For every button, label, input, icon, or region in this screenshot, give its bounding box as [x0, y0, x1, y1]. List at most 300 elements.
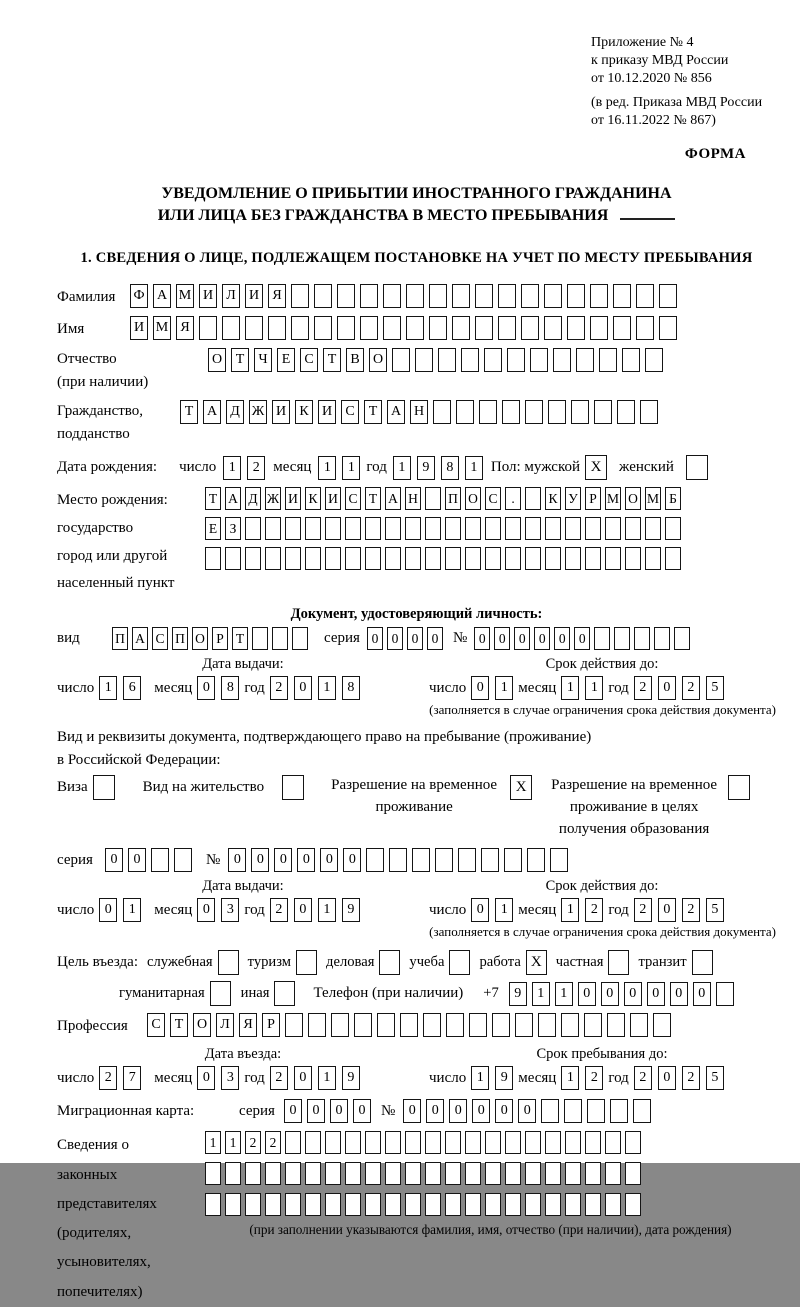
char-box[interactable]: 7: [123, 1066, 141, 1090]
char-box[interactable]: 0: [387, 627, 403, 650]
char-box[interactable]: 0: [99, 898, 117, 922]
char-box[interactable]: 2: [634, 1066, 652, 1090]
char-box[interactable]: 3: [221, 1066, 239, 1090]
char-box[interactable]: [645, 517, 661, 540]
char-box[interactable]: [435, 848, 453, 872]
char-box[interactable]: 1: [123, 898, 141, 922]
char-box[interactable]: [445, 547, 461, 570]
char-box[interactable]: [385, 1193, 401, 1216]
char-box[interactable]: [565, 547, 581, 570]
char-box[interactable]: [305, 547, 321, 570]
char-box[interactable]: [292, 627, 308, 650]
char-box[interactable]: И: [199, 284, 217, 308]
char-box[interactable]: 2: [634, 898, 652, 922]
char-box[interactable]: [377, 1013, 395, 1037]
char-box[interactable]: [665, 547, 681, 570]
char-box[interactable]: [360, 316, 378, 340]
char-box[interactable]: [465, 1162, 481, 1185]
char-box[interactable]: Ф: [130, 284, 148, 308]
char-box[interactable]: К: [295, 400, 313, 424]
char-box[interactable]: [465, 517, 481, 540]
char-box[interactable]: [205, 1193, 221, 1216]
char-box[interactable]: [545, 517, 561, 540]
char-box[interactable]: [545, 1131, 561, 1154]
char-box[interactable]: [365, 517, 381, 540]
char-box[interactable]: [498, 284, 516, 308]
char-box[interactable]: [392, 348, 410, 372]
char-box[interactable]: 8: [221, 676, 239, 700]
char-box[interactable]: З: [225, 517, 241, 540]
char-box[interactable]: [383, 316, 401, 340]
char-box[interactable]: 0: [284, 1099, 302, 1123]
char-box[interactable]: [305, 1162, 321, 1185]
char-box[interactable]: [645, 547, 661, 570]
phone-boxes[interactable]: [509, 982, 734, 1006]
char-box[interactable]: [576, 348, 594, 372]
char-box[interactable]: [564, 1099, 582, 1123]
char-box[interactable]: [366, 848, 384, 872]
char-box[interactable]: С: [300, 348, 318, 372]
char-box[interactable]: [345, 547, 361, 570]
char-box[interactable]: Ч: [254, 348, 272, 372]
char-box[interactable]: [565, 517, 581, 540]
char-box[interactable]: [507, 348, 525, 372]
char-box[interactable]: [613, 316, 631, 340]
char-box[interactable]: 0: [670, 982, 688, 1006]
char-box[interactable]: 1: [318, 456, 336, 480]
char-box[interactable]: 1: [393, 456, 411, 480]
char-box[interactable]: 2: [247, 456, 265, 480]
char-box[interactable]: 8: [342, 676, 360, 700]
char-box[interactable]: 0: [578, 982, 596, 1006]
char-box[interactable]: Л: [216, 1013, 234, 1037]
char-box[interactable]: [222, 316, 240, 340]
char-box[interactable]: 0: [624, 982, 642, 1006]
char-box[interactable]: Т: [231, 348, 249, 372]
char-box[interactable]: [406, 316, 424, 340]
char-box[interactable]: [245, 517, 261, 540]
char-box[interactable]: [645, 348, 663, 372]
char-box[interactable]: [630, 1013, 648, 1037]
char-box[interactable]: О: [465, 487, 481, 510]
char-box[interactable]: [365, 1193, 381, 1216]
char-box[interactable]: [550, 848, 568, 872]
char-box[interactable]: [314, 316, 332, 340]
char-box[interactable]: 0: [554, 627, 570, 650]
char-box[interactable]: 1: [318, 676, 336, 700]
char-box[interactable]: Ж: [265, 487, 281, 510]
char-box[interactable]: Т: [365, 487, 381, 510]
checkbox-private[interactable]: [608, 950, 629, 975]
char-box[interactable]: [331, 1013, 349, 1037]
char-box[interactable]: [665, 517, 681, 540]
char-box[interactable]: [245, 1193, 261, 1216]
char-box[interactable]: [599, 348, 617, 372]
char-box[interactable]: [485, 547, 501, 570]
char-box[interactable]: [525, 517, 541, 540]
char-box[interactable]: [605, 517, 621, 540]
char-box[interactable]: А: [387, 400, 405, 424]
char-box[interactable]: 2: [682, 1066, 700, 1090]
char-box[interactable]: [525, 400, 543, 424]
char-box[interactable]: 0: [197, 676, 215, 700]
char-box[interactable]: [585, 1162, 601, 1185]
char-box[interactable]: [151, 848, 169, 872]
char-box[interactable]: [614, 627, 630, 650]
char-box[interactable]: [385, 1162, 401, 1185]
char-box[interactable]: 0: [353, 1099, 371, 1123]
char-box[interactable]: [544, 284, 562, 308]
char-box[interactable]: [433, 400, 451, 424]
char-box[interactable]: [305, 1193, 321, 1216]
char-box[interactable]: 0: [320, 848, 338, 872]
char-box[interactable]: 2: [270, 898, 288, 922]
char-box[interactable]: [565, 1193, 581, 1216]
char-box[interactable]: [622, 348, 640, 372]
char-box[interactable]: [305, 517, 321, 540]
char-box[interactable]: [365, 1162, 381, 1185]
char-box[interactable]: [285, 547, 301, 570]
char-box[interactable]: А: [153, 284, 171, 308]
char-box[interactable]: 5: [706, 1066, 724, 1090]
char-box[interactable]: [445, 1162, 461, 1185]
char-box[interactable]: 0: [307, 1099, 325, 1123]
char-box[interactable]: 1: [99, 676, 117, 700]
char-box[interactable]: [515, 1013, 533, 1037]
char-box[interactable]: [505, 547, 521, 570]
char-box[interactable]: Б: [665, 487, 681, 510]
char-box[interactable]: 0: [403, 1099, 421, 1123]
char-box[interactable]: 0: [197, 1066, 215, 1090]
char-box[interactable]: С: [152, 627, 168, 650]
char-box[interactable]: [567, 284, 585, 308]
char-box[interactable]: [285, 1193, 301, 1216]
char-box[interactable]: [505, 1162, 521, 1185]
char-box[interactable]: М: [176, 284, 194, 308]
char-box[interactable]: 6: [123, 676, 141, 700]
char-box[interactable]: 1: [318, 1066, 336, 1090]
char-box[interactable]: 0: [647, 982, 665, 1006]
char-box[interactable]: А: [385, 487, 401, 510]
char-box[interactable]: .: [505, 487, 521, 510]
char-box[interactable]: [272, 627, 288, 650]
char-box[interactable]: 1: [225, 1131, 241, 1154]
char-box[interactable]: 0: [367, 627, 383, 650]
char-box[interactable]: [465, 547, 481, 570]
char-box[interactable]: [389, 848, 407, 872]
char-box[interactable]: 0: [658, 1066, 676, 1090]
char-box[interactable]: М: [153, 316, 171, 340]
char-box[interactable]: [502, 400, 520, 424]
char-box[interactable]: 0: [105, 848, 123, 872]
char-box[interactable]: И: [285, 487, 301, 510]
char-box[interactable]: 1: [585, 676, 603, 700]
char-box[interactable]: Т: [170, 1013, 188, 1037]
char-box[interactable]: [285, 1013, 303, 1037]
char-box[interactable]: А: [225, 487, 241, 510]
char-box[interactable]: 2: [99, 1066, 117, 1090]
char-box[interactable]: 2: [270, 676, 288, 700]
char-box[interactable]: А: [203, 400, 221, 424]
char-box[interactable]: И: [272, 400, 290, 424]
char-box[interactable]: [465, 1193, 481, 1216]
char-box[interactable]: С: [345, 487, 361, 510]
checkbox-transit[interactable]: [692, 950, 713, 975]
char-box[interactable]: Т: [323, 348, 341, 372]
char-box[interactable]: 2: [682, 676, 700, 700]
char-box[interactable]: [521, 316, 539, 340]
char-box[interactable]: 3: [221, 898, 239, 922]
char-box[interactable]: О: [625, 487, 641, 510]
char-box[interactable]: [485, 1162, 501, 1185]
char-box[interactable]: [625, 1193, 641, 1216]
char-box[interactable]: [527, 848, 545, 872]
checkbox-tourism[interactable]: [296, 950, 317, 975]
char-box[interactable]: [634, 627, 650, 650]
char-box[interactable]: У: [565, 487, 581, 510]
char-box[interactable]: 0: [274, 848, 292, 872]
char-box[interactable]: [425, 547, 441, 570]
char-box[interactable]: [625, 1131, 641, 1154]
char-box[interactable]: [461, 348, 479, 372]
char-box[interactable]: [325, 1162, 341, 1185]
char-box[interactable]: О: [192, 627, 208, 650]
char-box[interactable]: М: [645, 487, 661, 510]
char-box[interactable]: Н: [405, 487, 421, 510]
char-box[interactable]: 8: [441, 456, 459, 480]
checkbox-official[interactable]: [218, 950, 239, 975]
char-box[interactable]: [406, 284, 424, 308]
char-box[interactable]: 9: [342, 1066, 360, 1090]
char-box[interactable]: [225, 1162, 241, 1185]
char-box[interactable]: [585, 1131, 601, 1154]
char-box[interactable]: [452, 284, 470, 308]
char-box[interactable]: [716, 982, 734, 1006]
char-box[interactable]: [205, 547, 221, 570]
char-box[interactable]: [174, 848, 192, 872]
char-box[interactable]: [545, 1162, 561, 1185]
char-box[interactable]: 0: [574, 627, 590, 650]
char-box[interactable]: 0: [294, 898, 312, 922]
char-box[interactable]: 1: [555, 982, 573, 1006]
char-box[interactable]: П: [112, 627, 128, 650]
char-box[interactable]: 0: [294, 1066, 312, 1090]
checkbox-humanitarian[interactable]: [210, 981, 231, 1006]
char-box[interactable]: [245, 316, 263, 340]
char-box[interactable]: 9: [417, 456, 435, 480]
char-box[interactable]: 0: [449, 1099, 467, 1123]
char-box[interactable]: [475, 316, 493, 340]
char-box[interactable]: 0: [294, 676, 312, 700]
char-box[interactable]: [345, 517, 361, 540]
char-box[interactable]: [590, 316, 608, 340]
char-box[interactable]: [325, 1131, 341, 1154]
char-box[interactable]: [585, 547, 601, 570]
char-box[interactable]: [345, 1162, 361, 1185]
char-box[interactable]: Т: [232, 627, 248, 650]
char-box[interactable]: 0: [601, 982, 619, 1006]
char-box[interactable]: [584, 1013, 602, 1037]
checkbox-work[interactable]: X: [526, 950, 547, 975]
char-box[interactable]: М: [605, 487, 621, 510]
char-box[interactable]: [636, 316, 654, 340]
char-box[interactable]: [423, 1013, 441, 1037]
char-box[interactable]: [479, 400, 497, 424]
char-box[interactable]: [541, 1099, 559, 1123]
char-box[interactable]: [544, 316, 562, 340]
char-box[interactable]: [385, 1131, 401, 1154]
char-box[interactable]: [525, 487, 541, 510]
char-box[interactable]: [481, 848, 499, 872]
char-box[interactable]: [545, 547, 561, 570]
char-box[interactable]: [429, 284, 447, 308]
char-box[interactable]: [484, 348, 502, 372]
char-box[interactable]: [653, 1013, 671, 1037]
char-box[interactable]: [308, 1013, 326, 1037]
char-box[interactable]: [565, 1162, 581, 1185]
char-box[interactable]: Т: [205, 487, 221, 510]
char-box[interactable]: 0: [426, 1099, 444, 1123]
char-box[interactable]: И: [325, 487, 341, 510]
checkbox-edu-permit[interactable]: [728, 775, 750, 800]
checkbox-temp-permit[interactable]: X: [510, 775, 532, 800]
char-box[interactable]: С: [147, 1013, 165, 1037]
char-box[interactable]: [525, 547, 541, 570]
char-box[interactable]: 2: [585, 898, 603, 922]
char-box[interactable]: [265, 1193, 281, 1216]
char-box[interactable]: [605, 547, 621, 570]
char-box[interactable]: Л: [222, 284, 240, 308]
char-box[interactable]: 1: [495, 676, 513, 700]
char-box[interactable]: П: [445, 487, 461, 510]
char-box[interactable]: [485, 517, 501, 540]
char-box[interactable]: [654, 627, 670, 650]
char-box[interactable]: [383, 284, 401, 308]
char-box[interactable]: [415, 348, 433, 372]
char-box[interactable]: [438, 348, 456, 372]
char-box[interactable]: 1: [532, 982, 550, 1006]
char-box[interactable]: [245, 547, 261, 570]
char-box[interactable]: [425, 1131, 441, 1154]
char-box[interactable]: Е: [205, 517, 221, 540]
char-box[interactable]: А: [132, 627, 148, 650]
char-box[interactable]: [525, 1193, 541, 1216]
char-box[interactable]: [538, 1013, 556, 1037]
char-box[interactable]: [452, 316, 470, 340]
char-box[interactable]: 2: [585, 1066, 603, 1090]
char-box[interactable]: 0: [534, 627, 550, 650]
char-box[interactable]: [365, 547, 381, 570]
char-box[interactable]: [325, 547, 341, 570]
char-box[interactable]: [360, 284, 378, 308]
char-box[interactable]: 0: [658, 676, 676, 700]
char-box[interactable]: 9: [495, 1066, 513, 1090]
char-box[interactable]: [525, 1162, 541, 1185]
char-box[interactable]: 0: [494, 627, 510, 650]
char-box[interactable]: 1: [223, 456, 241, 480]
char-box[interactable]: [505, 517, 521, 540]
char-box[interactable]: [268, 316, 286, 340]
char-box[interactable]: [498, 316, 516, 340]
char-box[interactable]: 0: [474, 627, 490, 650]
char-box[interactable]: [674, 627, 690, 650]
char-box[interactable]: 0: [343, 848, 361, 872]
char-box[interactable]: [445, 1193, 461, 1216]
char-box[interactable]: [485, 1193, 501, 1216]
char-box[interactable]: [405, 1193, 421, 1216]
char-box[interactable]: 2: [245, 1131, 261, 1154]
char-box[interactable]: 1: [342, 456, 360, 480]
char-box[interactable]: [548, 400, 566, 424]
char-box[interactable]: [636, 284, 654, 308]
char-box[interactable]: 0: [427, 627, 443, 650]
char-box[interactable]: [354, 1013, 372, 1037]
char-box[interactable]: 1: [561, 1066, 579, 1090]
char-box[interactable]: 0: [471, 898, 489, 922]
char-box[interactable]: И: [130, 316, 148, 340]
char-box[interactable]: [625, 517, 641, 540]
char-box[interactable]: 0: [407, 627, 423, 650]
char-box[interactable]: 1: [561, 898, 579, 922]
char-box[interactable]: [305, 1131, 321, 1154]
char-box[interactable]: 0: [472, 1099, 490, 1123]
char-box[interactable]: [465, 1131, 481, 1154]
char-box[interactable]: [571, 400, 589, 424]
char-box[interactable]: [446, 1013, 464, 1037]
char-box[interactable]: [425, 517, 441, 540]
char-box[interactable]: Я: [268, 284, 286, 308]
char-box[interactable]: Р: [212, 627, 228, 650]
char-box[interactable]: [245, 1162, 261, 1185]
char-box[interactable]: [633, 1099, 651, 1123]
char-box[interactable]: [525, 1131, 541, 1154]
char-box[interactable]: [225, 547, 241, 570]
char-box[interactable]: [265, 1162, 281, 1185]
char-box[interactable]: П: [172, 627, 188, 650]
char-box[interactable]: [625, 1162, 641, 1185]
char-box[interactable]: [252, 627, 268, 650]
char-box[interactable]: [565, 1131, 581, 1154]
char-box[interactable]: 5: [706, 898, 724, 922]
char-box[interactable]: [530, 348, 548, 372]
char-box[interactable]: [456, 400, 474, 424]
char-box[interactable]: [365, 1131, 381, 1154]
char-box[interactable]: [625, 547, 641, 570]
char-box[interactable]: [291, 316, 309, 340]
char-box[interactable]: О: [369, 348, 387, 372]
char-box[interactable]: [337, 284, 355, 308]
char-box[interactable]: [405, 1162, 421, 1185]
char-box[interactable]: 1: [465, 456, 483, 480]
char-box[interactable]: К: [305, 487, 321, 510]
char-box[interactable]: [445, 1131, 461, 1154]
char-box[interactable]: Р: [262, 1013, 280, 1037]
char-box[interactable]: 0: [471, 676, 489, 700]
char-box[interactable]: [640, 400, 658, 424]
char-box[interactable]: [475, 284, 493, 308]
char-box[interactable]: [345, 1131, 361, 1154]
char-box[interactable]: 2: [634, 676, 652, 700]
char-box[interactable]: 0: [514, 627, 530, 650]
char-box[interactable]: [405, 547, 421, 570]
char-box[interactable]: С: [341, 400, 359, 424]
char-box[interactable]: Р: [585, 487, 601, 510]
char-box[interactable]: 5: [706, 676, 724, 700]
char-box[interactable]: [553, 348, 571, 372]
char-box[interactable]: И: [318, 400, 336, 424]
char-box[interactable]: С: [485, 487, 501, 510]
char-box[interactable]: [617, 400, 635, 424]
